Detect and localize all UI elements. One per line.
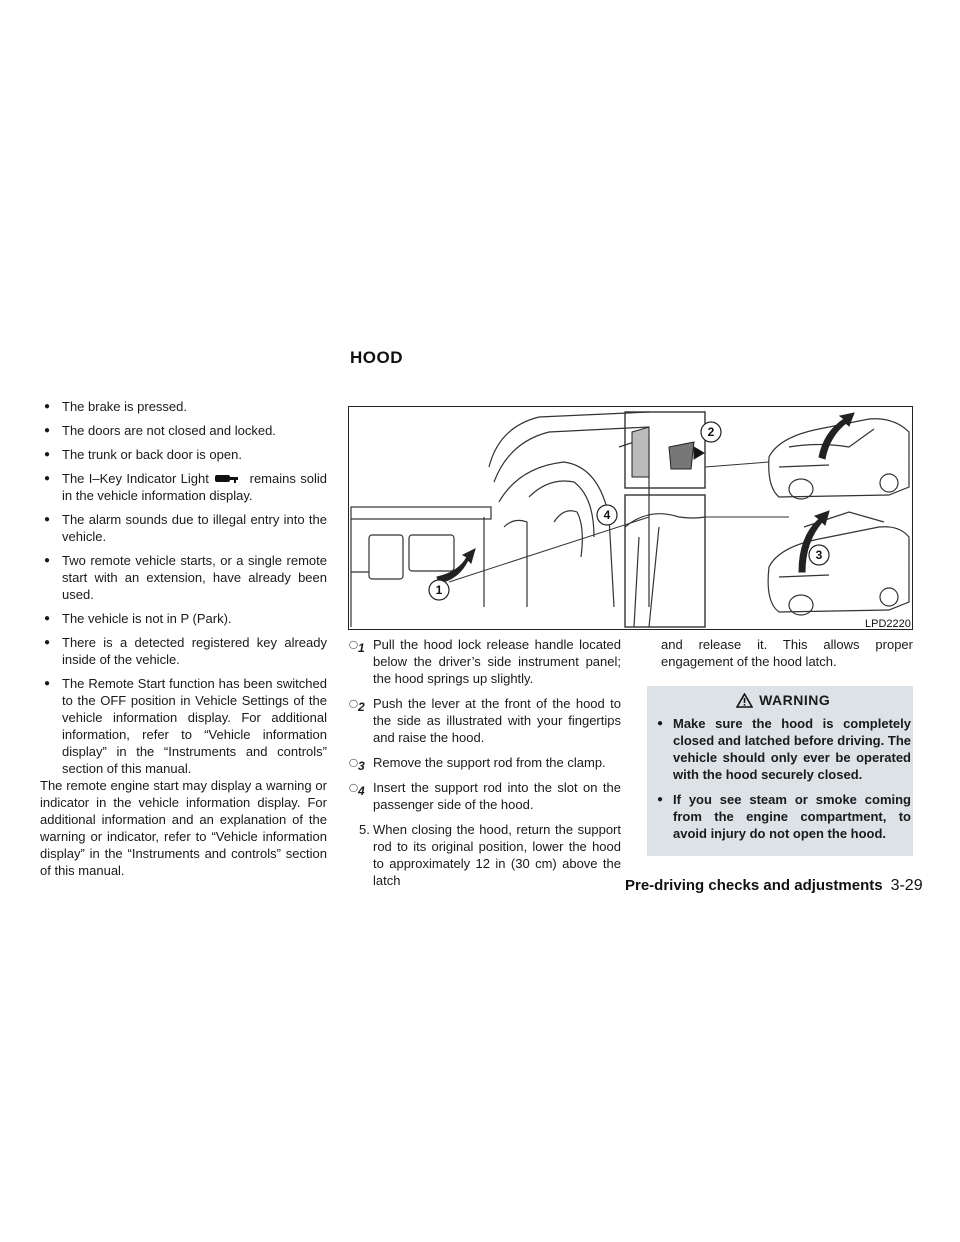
warning-item: ● If you see steam or smoke coming from the engine compartment, to avoid injury do not open the hood. xyxy=(655,791,911,842)
callout-3: 3 xyxy=(815,548,823,562)
page-number: 3-29 xyxy=(890,877,923,894)
step-number: 5. xyxy=(359,822,370,837)
callout-2: 2 xyxy=(707,425,715,439)
callout-1: 1 xyxy=(435,583,443,597)
step-text: Remove the support rod from the clamp. xyxy=(373,755,606,770)
list-item: ● The brake is pressed. xyxy=(40,398,327,415)
step-4 xyxy=(349,779,621,813)
list-item: ● The alarm sounds due to illegal entry into the vehicle. xyxy=(40,511,327,545)
step-5-continued: and release it. This allows proper engagement of the hood latch. xyxy=(661,637,913,669)
footer-section: Pre-driving checks and adjustments xyxy=(625,877,883,894)
list-item: ● Two remote vehicle starts, or a single remote start with an extension, have already been used. xyxy=(40,552,327,603)
ikey-text-before: The I–Key Indicator Light xyxy=(62,471,209,486)
hood-illustration xyxy=(348,406,913,630)
key-indicator-icon xyxy=(215,472,239,484)
step-1 xyxy=(349,636,621,687)
ikey-text-after: remains solid in the vehicle information display. xyxy=(62,471,327,503)
page-footer xyxy=(625,877,923,895)
section-title: HOOD xyxy=(350,348,403,367)
steps-column xyxy=(349,636,621,889)
step-number: ◯3 xyxy=(349,758,365,773)
step-5 xyxy=(349,821,621,889)
step-text: When closing the hood, return the support rod to its original position, lower the hood to approximately 12 in (30 cm) above the latch xyxy=(373,822,621,888)
right-column xyxy=(647,636,913,856)
remote-start-paragraph: The remote engine start may display a warning or indicator in the vehicle information display. For additional information and an explanation of the warning or indicator, refer to “Vehicle information display” in the “Instruments and controls” section of this manual. xyxy=(40,778,327,878)
step-2 xyxy=(349,695,621,746)
list-item: ● The vehicle is not in P (Park). xyxy=(40,610,327,627)
warning-item: ● Make sure the hood is completely closed and latched before driving. The vehicle should only ever be operated with the hood securely closed. xyxy=(655,715,911,783)
step-text: Pull the hood lock release handle located below the driver’s side instrument panel; the hood springs up slightly. xyxy=(373,637,621,686)
step-3 xyxy=(349,754,621,771)
list-item-ikey xyxy=(40,470,327,504)
warning-title: WARNING xyxy=(759,692,831,708)
list-item: ● The Remote Start function has been switched to the OFF position in Vehicle Settings of the vehicle information display. For additional information, refer to “Vehicle information display” in the “Instruments and controls” section of this manual. xyxy=(40,675,327,777)
list-item: ● The trunk or back door is open. xyxy=(40,446,327,463)
left-column xyxy=(40,398,327,879)
list-item: ● There is a detected registered key already inside of the vehicle. xyxy=(40,634,327,668)
callout-4: 4 xyxy=(603,508,611,522)
step-text: Insert the support rod into the slot on the passenger side of the hood. xyxy=(373,780,621,812)
step-text: Push the lever at the front of the hood to the side as illustrated with your fingertips and raise the hood. xyxy=(373,696,621,745)
warning-triangle-icon xyxy=(736,693,753,708)
step-number: ◯4 xyxy=(349,783,365,798)
hood-diagram xyxy=(349,407,912,629)
warning-box xyxy=(647,686,913,856)
figure-code: LPD2220 xyxy=(865,618,911,630)
step-number: ◯1 xyxy=(349,640,365,655)
warning-header xyxy=(655,692,911,709)
list-item: ● The doors are not closed and locked. xyxy=(40,422,327,439)
step-number: ◯2 xyxy=(349,699,365,714)
